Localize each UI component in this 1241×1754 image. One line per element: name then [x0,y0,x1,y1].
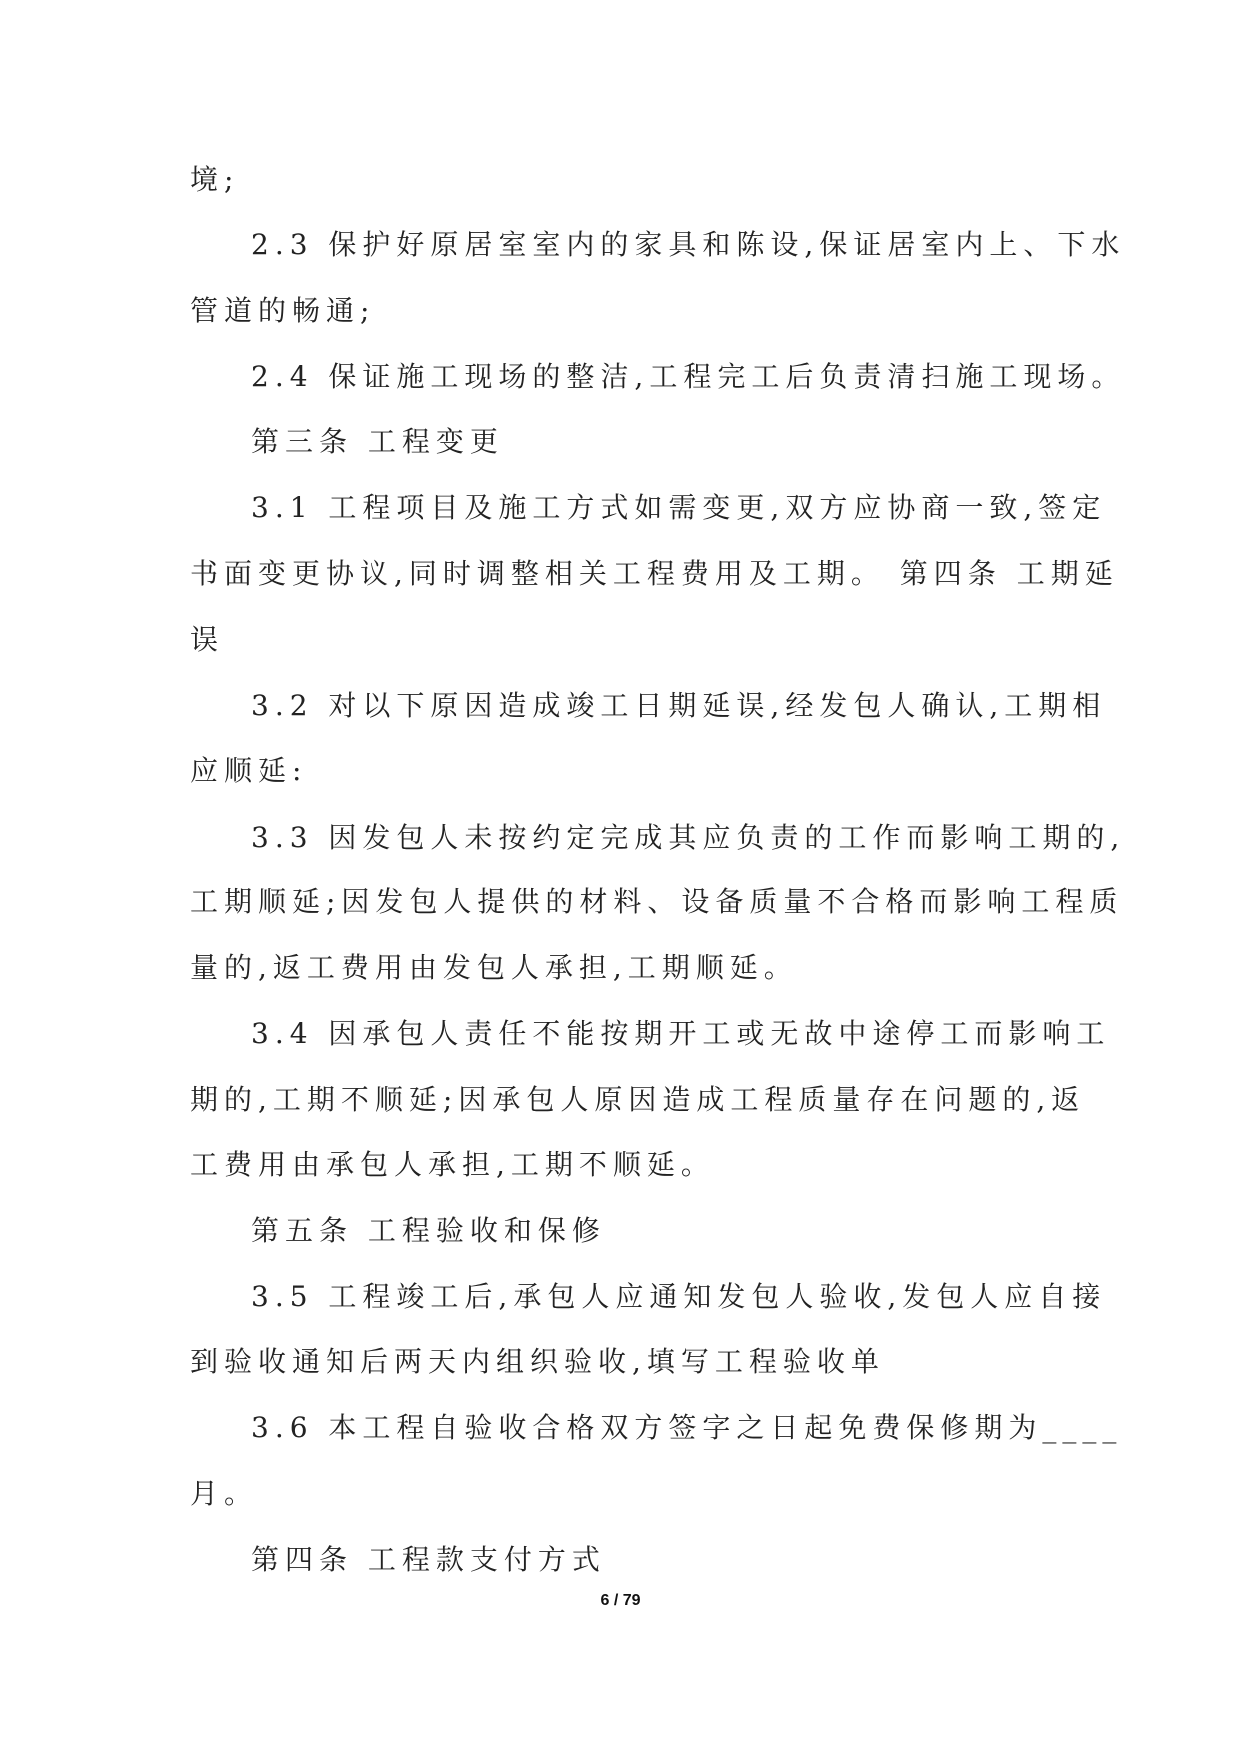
text-line: 月。 [190,1477,259,1510]
text-line: 境; [190,163,240,196]
section-heading: 第四条 工程款支付方式 [251,1543,606,1576]
text-line: 3.4 因承包人责任不能按期开工或无故中途停工而影响工 [251,1017,1111,1050]
text-line: 3.2 对以下原因造成竣工日期延误,经发包人确认,工期相 [251,689,1107,722]
text-line: 3.5 工程竣工后,承包人应通知发包人验收,发包人应自接 [251,1280,1107,1313]
section-heading: 第五条 工程验收和保修 [251,1214,606,1247]
text-line: 3.3 因发包人未按约定完成其应负责的工作而影响工期的, [251,821,1126,854]
page-number: 6 / 79 [600,1592,641,1609]
text-line: 到验收通知后两天内组织验收,填写工程验收单 [190,1345,885,1378]
text-line: 工期顺延;因发包人提供的材料、设备质量不合格而影响工程质 [190,885,1124,918]
text-line: 3.1 工程项目及施工方式如需变更,双方应协商一致,签定 [251,491,1107,524]
text-line: 误 [190,623,225,656]
text-line: 2.4 保证施工现场的整洁,工程完工后负责清扫施工现场。 [251,360,1126,393]
section-heading: 第三条 工程变更 [251,425,504,458]
text-line: 工费用由承包人承担,工期不顺延。 [190,1148,715,1181]
text-line: 3.6 本工程自验收合格双方签字之日起免费保修期为____ [251,1411,1123,1444]
text-line: 书面变更协议,同时调整相关工程费用及工期。 第四条 工期延 [190,557,1119,590]
text-line: 量的,返工费用由发包人承担,工期顺延。 [190,951,798,984]
text-line: 应顺延: [190,754,308,787]
text-line: 管道的畅通; [190,294,376,327]
text-line: 2.3 保护好原居室室内的家具和陈设,保证居室内上、下水 [251,228,1126,261]
text-line: 期的,工期不顺延;因承包人原因造成工程质量存在问题的,返 [190,1083,1086,1116]
